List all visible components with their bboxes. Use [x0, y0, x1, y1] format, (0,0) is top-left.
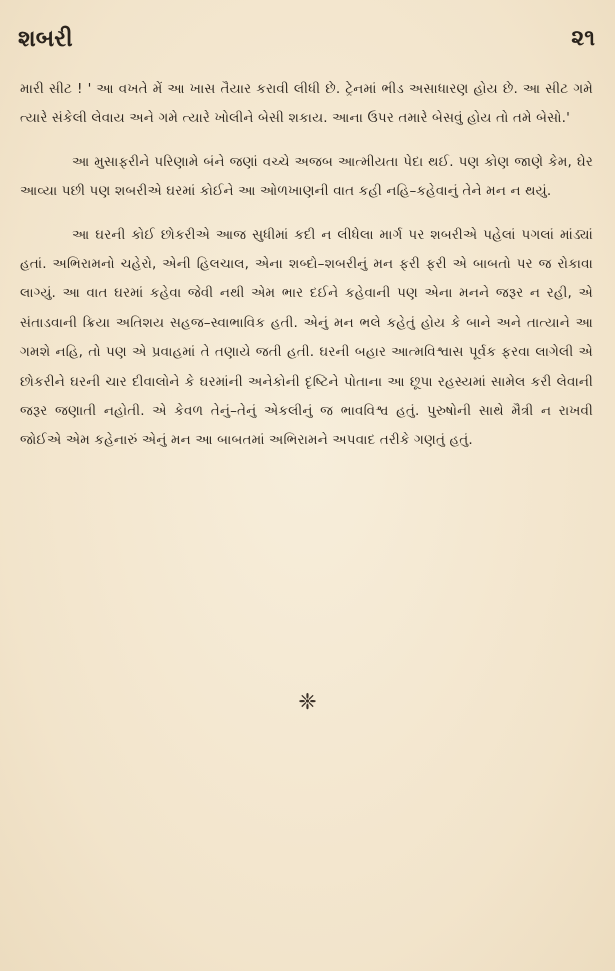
chapter-title: શબરી [18, 26, 73, 52]
paragraph: આ ઘરની કોઈ છોકરીએ આજ સુધીમાં કદી ન લીધેલા માર્ગ પર શબરીએ પહેલાં પગલાં માંડ્યાં હતાં. અભિરામનો ચહેરો, એની હિલચાલ, એના શબ્દો–શબરીનું મન ફરી ફરી એ બાબતો પર જ રોકાવા લાગ્યું. આ વાત ઘરમાં કહેવા જેવી નથી એમ ભાર દઈને કહેવાની પણ એના મનને જરૂર ન રહી, એ સંતાડવાની ક્રિયા અતિશય સહજ–સ્વાભાવિક હતી. એનું મન ભલે કહેતું હોય કે બાને અને તાત્યાને આ ગમશે નહિ, તો પણ એ પ્રવાહમાં તે તણાયે જતી હતી. ઘરની બહાર આત્મવિશ્વાસ પૂર્વક ફરવા લાગેલી એ છોકરીને ઘરની ચાર દીવાલોને કે ઘરમાંની અનેકોની દૃષ્ટિને પોતાના આ છૂપા રહસ્યમાં સામેલ કરી લેવાની જરૂર જણાતી નહોતી. એ કેવળ તેનું–તેનું એકલીનું જ ભાવવિશ્વ હતું. પુરુષોની સાથે મૈત્રી ન રાખવી જોઈએ એમ કહેનારું એનું મન આ બાબતમાં અભિરામને અપવાદ તરીકે ગણતું હતું. [20, 226, 593, 449]
running-head [18, 26, 595, 66]
page-number: ૨૧ [571, 26, 595, 51]
paragraph-continuation: મારી સીટ ! ' આ વખતે મેં આ ખાસ તૈયાર કરાવી લીધી છે. ટ્રેનમાં ભીડ અસાધારણ હોય છે. આ સીટ ગમે ત્યારે સંકેલી લેવાય અને ગમે ત્યારે ખોલીને બેસી શકાય. આના ઉપર તમારે બેસવું હોય તો તમે બેસો.' [20, 81, 593, 127]
body-text [20, 75, 593, 456]
paragraph: આ મુસાફરીને પરિણામે બંને જણાં વચ્ચે અજબ આત્મીયતા પેદા થઈ. પણ કોણ જાણે કેમ, ઘેર આવ્યા પછી પણ શબરીએ ઘરમાં કોઈને આ ઓળખાણની વાત કહી નહિ–કહેવાનું તેને મન ન થયું. [20, 153, 593, 200]
section-ornament-icon: ❈ [298, 690, 317, 715]
